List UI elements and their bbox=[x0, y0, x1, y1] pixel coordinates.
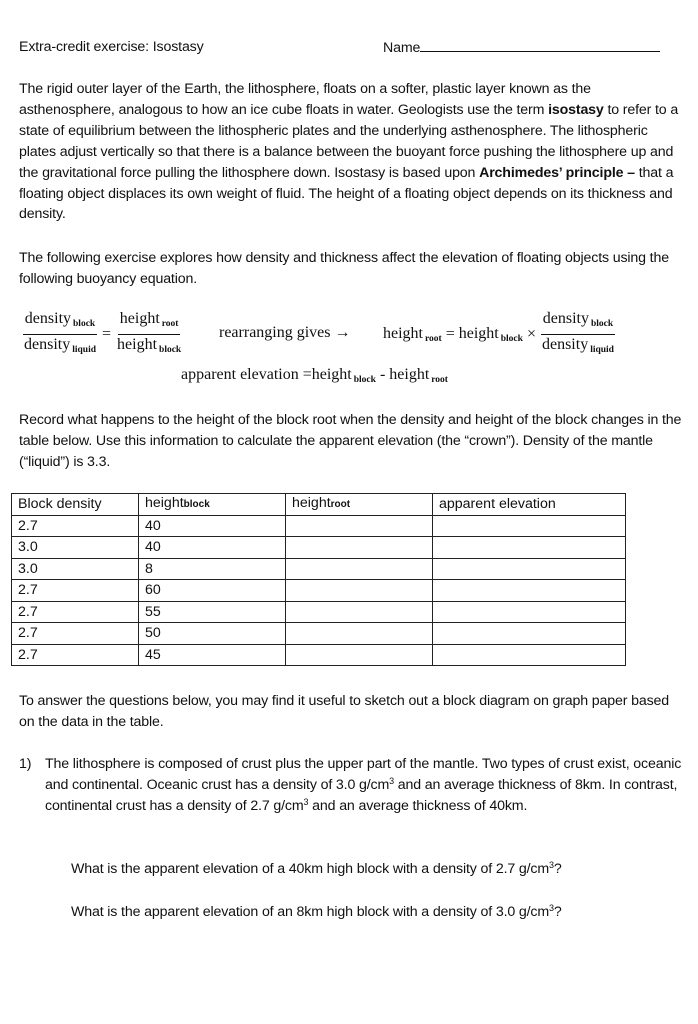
rearranging-label: rearranging gives → bbox=[219, 324, 351, 341]
name-label: Name bbox=[383, 40, 421, 56]
table-row bbox=[12, 515, 626, 537]
intro-text: that a floating object displaces its own weight of fluid. The height of a floating object depends on its thickness and density. bbox=[19, 164, 674, 223]
sub-question-2: What is the apparent elevation of an 8km high block with a density of 3.0 $g/cm^3$? bbox=[71, 903, 562, 920]
cell-density: 2.7 bbox=[12, 644, 139, 666]
header-height-block: heightblock bbox=[139, 494, 286, 516]
cell-density: 3.0 bbox=[12, 558, 139, 580]
cell-height-block: 8 bbox=[139, 558, 286, 580]
intro-paragraph bbox=[19, 79, 684, 225]
cell-height-block: 60 bbox=[139, 580, 286, 602]
question-number: 1) bbox=[19, 756, 32, 772]
cell-height-root[interactable] bbox=[286, 537, 433, 559]
question-1-text: The lithosphere is composed of crust plus the upper part of the mantle. Two types of crust exist, oceanic and continental. Oceanic crust has a density of 3.0 $g/cm^3$ and an average thickness of 8km. In contrast, continental crust has a density of 2.7 $g/cm^3$ and an average thickness of 40km. bbox=[45, 756, 682, 814]
cell-height-root[interactable] bbox=[286, 515, 433, 537]
table-row bbox=[12, 623, 626, 645]
cell-apparent-elevation[interactable] bbox=[433, 537, 626, 559]
cell-density: 2.7 bbox=[12, 601, 139, 623]
exercise-paragraph: The following exercise explores how density and thickness affect the elevation of floating objects using the following buoyancy equation. bbox=[19, 250, 669, 287]
cell-height-root[interactable] bbox=[286, 623, 433, 645]
term-isostasy: isostasy bbox=[548, 101, 604, 118]
apparent-elevation-equation: apparent elevation =height $_{block}$ - height $_{root}$ bbox=[181, 366, 448, 385]
buoyancy-equation: $\frac{density _{block}}{density _{liquid}}$ = $\frac{height _{root}}{height _{block}}$ bbox=[22, 310, 183, 359]
cell-apparent-elevation[interactable] bbox=[433, 558, 626, 580]
cell-height-root[interactable] bbox=[286, 580, 433, 602]
cell-height-root[interactable] bbox=[286, 601, 433, 623]
cell-density: 3.0 bbox=[12, 537, 139, 559]
cell-height-block: 55 bbox=[139, 601, 286, 623]
cell-height-block: 50 bbox=[139, 623, 286, 645]
cell-apparent-elevation[interactable] bbox=[433, 644, 626, 666]
worksheet-title: Extra-credit exercise: Isostasy bbox=[19, 39, 204, 55]
density-fraction: $\frac{density _{block}}{density _{liquid}}$ bbox=[24, 310, 96, 355]
intro-text: The rigid outer layer of the Earth, the lithosphere, floats on a softer, plastic layer known as the asthenosphere, analogous to how an ice cube floats in water. Geologists use the term bbox=[19, 81, 591, 118]
cell-density: 2.7 bbox=[12, 515, 139, 537]
header-height-root: heightroot bbox=[286, 494, 433, 516]
cell-height-block: 45 bbox=[139, 644, 286, 666]
cell-height-block: 40 bbox=[139, 537, 286, 559]
table-row bbox=[12, 558, 626, 580]
cell-apparent-elevation[interactable] bbox=[433, 623, 626, 645]
term-archimedes-principle: Archimedes’ principle – bbox=[479, 164, 635, 181]
cell-apparent-elevation[interactable] bbox=[433, 580, 626, 602]
cell-density: 2.7 bbox=[12, 623, 139, 645]
isostasy-table bbox=[11, 493, 626, 666]
instructions-paragraph: Record what happens to the height of the block root when the density and height of the block changes in the table below. Use this information to calculate the apparent elevation (the “crown”). Density of the mantle (“liquid”) is 3.3. bbox=[19, 412, 682, 470]
cell-density: 2.7 bbox=[12, 580, 139, 602]
table-row bbox=[12, 601, 626, 623]
intro-text: to refer to a state of equilibrium between the lithospheric plates and the underlying asthenosphere. The lithospheric plates adjust vertically so that there is a balance between the buoyant force pushing the lithosphere up and the gravitational force pulling the lithosphere down. Isostasy is based upon bbox=[19, 101, 679, 181]
density-fraction: $\frac{density _{block}}{density _{liquid}}$ bbox=[541, 310, 614, 355]
height-fraction: $\frac{height _{root}}{height _{block}}$ bbox=[117, 310, 182, 355]
cell-height-root[interactable] bbox=[286, 558, 433, 580]
name-field[interactable] bbox=[383, 37, 660, 59]
header-block-density: Block density bbox=[12, 494, 139, 516]
height-root-equation: height $_{root}$ = height $_{block}$ × $\frac{density _{block}}{density _{liquid}}$ bbox=[383, 310, 616, 359]
name-blank-line[interactable] bbox=[420, 37, 660, 52]
sketch-note: To answer the questions below, you may find it useful to sketch out a block diagram on graph paper based on the data in the table. bbox=[19, 693, 670, 730]
cell-apparent-elevation[interactable] bbox=[433, 515, 626, 537]
table-row bbox=[12, 644, 626, 666]
sub-question-1: What is the apparent elevation of a 40km high block with a density of 2.7 $g/cm^3$? bbox=[71, 860, 562, 877]
cell-height-root[interactable] bbox=[286, 644, 433, 666]
table-header-row bbox=[12, 494, 626, 516]
cell-apparent-elevation[interactable] bbox=[433, 601, 626, 623]
table-row bbox=[12, 580, 626, 602]
header-apparent-elevation: apparent elevation bbox=[433, 494, 626, 516]
cell-height-block: 40 bbox=[139, 515, 286, 537]
table-row bbox=[12, 537, 626, 559]
